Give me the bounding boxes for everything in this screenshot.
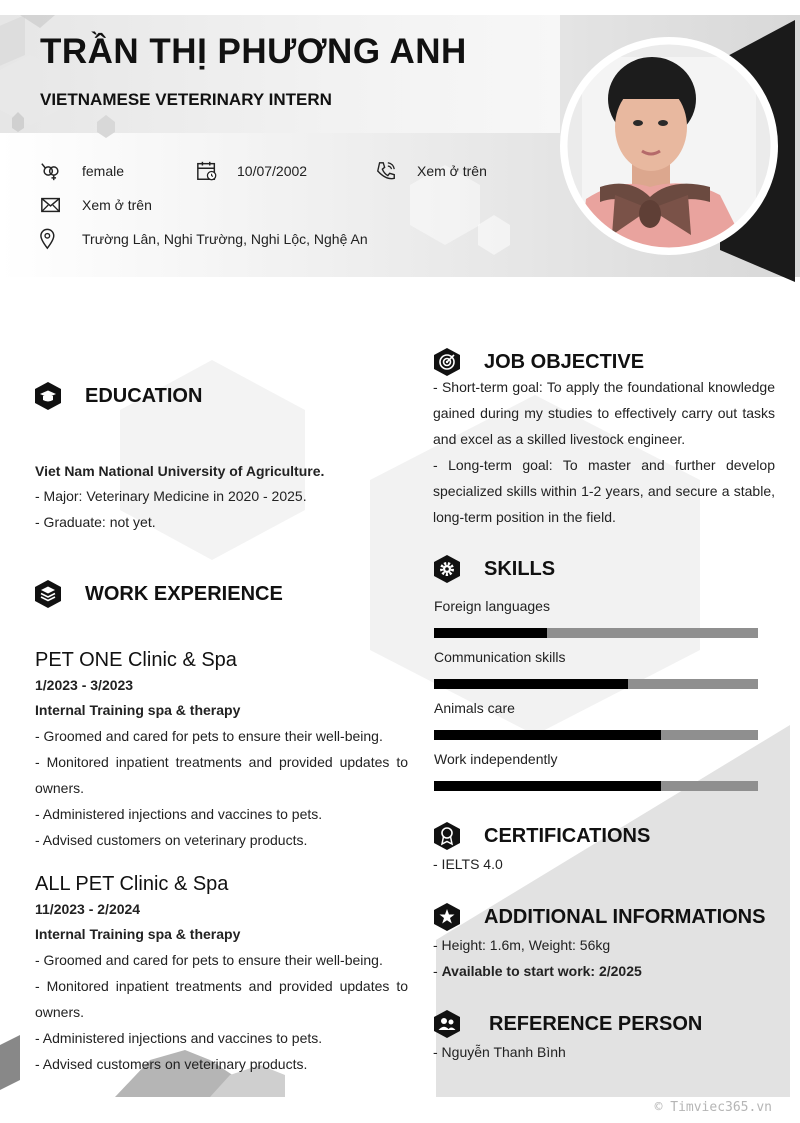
- job-title: VIETNAMESE VETERINARY INTERN: [40, 90, 332, 109]
- skill-item: [434, 598, 758, 649]
- job-duty: - Monitored inpatient treatments and provided updates to owners.: [35, 754, 408, 796]
- birthdate-value: 10/07/2002: [237, 163, 308, 179]
- address-value: Trường Lân, Nghi Trường, Nghi Lộc, Nghệ An: [82, 231, 368, 247]
- skill-label: Communication skills: [434, 649, 566, 665]
- education-school: Viet Nam National University of Agriculture.: [35, 463, 325, 479]
- gender-value: female: [82, 163, 125, 179]
- objective-title: JOB OBJECTIVE: [484, 350, 645, 373]
- calendar-icon: [196, 160, 218, 182]
- skill-bar-fill: [434, 730, 661, 740]
- additional-line: - Height: 1.6m, Weight: 56kg: [433, 937, 611, 953]
- envelope-icon: [40, 194, 62, 216]
- job-duty: - Groomed and cared for pets to ensure their well-being.: [35, 728, 383, 744]
- education-line: - Graduate: not yet.: [35, 514, 156, 530]
- phone-value: Xem ở trên: [417, 163, 487, 179]
- job-duty: - Groomed and cared for pets to ensure their well-being.: [35, 952, 383, 968]
- gender-row: [40, 160, 124, 182]
- job-duty: - Monitored inpatient treatments and provided updates to owners.: [35, 978, 408, 1020]
- additional-line-prefix: -: [433, 963, 442, 979]
- skill-bar-fill: [434, 628, 547, 638]
- gender-icon: [40, 160, 62, 182]
- target-icon: [433, 347, 461, 377]
- skill-bar-track: [434, 628, 758, 638]
- job-duty: - Advised customers on veterinary products.: [35, 1056, 308, 1072]
- skill-item: [434, 751, 758, 802]
- skill-item: [434, 700, 758, 751]
- certification-item: - IELTS 4.0: [433, 856, 503, 872]
- skill-label: Animals care: [434, 700, 515, 716]
- education-line: - Major: Veterinary Medicine in 2020 - 2025.: [35, 488, 307, 504]
- email-value: Xem ở trên: [82, 197, 152, 213]
- skill-bar-fill: [434, 781, 661, 791]
- candidate-name: TRẦN THỊ PHƯƠNG ANH: [40, 32, 467, 71]
- reference-heading: [433, 1009, 702, 1039]
- skill-bar-fill: [434, 679, 628, 689]
- certifications-heading: [433, 821, 650, 851]
- additional-title: ADDITIONAL INFORMATIONS: [484, 905, 766, 928]
- skill-item: [434, 649, 758, 700]
- available-date: Available to start work: 2/2025: [441, 963, 642, 979]
- email-row: [40, 194, 152, 216]
- job-period: 1/2023 - 3/2023: [35, 677, 134, 693]
- skill-bar-track: [434, 679, 758, 689]
- reference-title: REFERENCE PERSON: [489, 1012, 703, 1035]
- users-icon: [433, 1009, 461, 1039]
- additional-heading: [433, 902, 765, 932]
- watermark: © Timviec365.vn: [654, 1100, 772, 1115]
- job-position: Internal Training spa & therapy: [35, 926, 241, 942]
- star-icon: [433, 902, 461, 932]
- job-company: ALL PET Clinic & Spa: [35, 873, 229, 895]
- award-icon: [433, 821, 461, 851]
- objective-heading: [433, 347, 644, 377]
- work-title: WORK EXPERIENCE: [85, 582, 283, 605]
- additional-line: [433, 958, 642, 984]
- graduation-cap-icon: [34, 381, 62, 411]
- job-duty: - Administered injections and vaccines to pets.: [35, 806, 323, 822]
- phone-icon: [375, 160, 397, 182]
- phone-row: [375, 160, 487, 182]
- birthdate-row: [196, 160, 307, 182]
- skill-label: Work independently: [434, 751, 558, 767]
- avatar-frame: [560, 37, 778, 255]
- job-company: PET ONE Clinic & Spa: [35, 649, 237, 671]
- job-period: 11/2023 - 2/2024: [35, 901, 141, 917]
- work-heading: [34, 579, 283, 609]
- objective-short-term: - Short-term goal: To apply the foundational knowledge gained during my studies to effectively carry out tasks and excel as a skilled livestock engineer.: [433, 379, 775, 447]
- skill-bar-track: [434, 781, 758, 791]
- location-pin-icon: [40, 228, 62, 250]
- reference-item: - Nguyễn Thanh Bình: [433, 1044, 566, 1060]
- skills-title: SKILLS: [484, 557, 556, 580]
- certifications-title: CERTIFICATIONS: [484, 824, 651, 847]
- layers-icon: [34, 579, 62, 609]
- skill-label: Foreign languages: [434, 598, 550, 614]
- skills-heading: [433, 554, 555, 584]
- job-duty: - Administered injections and vaccines to pets.: [35, 1030, 323, 1046]
- education-title: EDUCATION: [85, 384, 203, 407]
- education-heading: [34, 381, 202, 411]
- job-duty: - Advised customers on veterinary products.: [35, 832, 308, 848]
- address-row: [40, 228, 368, 250]
- gear-icon: [433, 554, 461, 584]
- skills-list: [434, 598, 758, 802]
- objective-long-term: - Long-term goal: To master and further develop specialized skills within 1-2 years, and secure a stable, long-term position in the field.: [433, 457, 775, 525]
- skill-bar-track: [434, 730, 758, 740]
- avatar: [560, 37, 778, 255]
- job-position: Internal Training spa & therapy: [35, 702, 241, 718]
